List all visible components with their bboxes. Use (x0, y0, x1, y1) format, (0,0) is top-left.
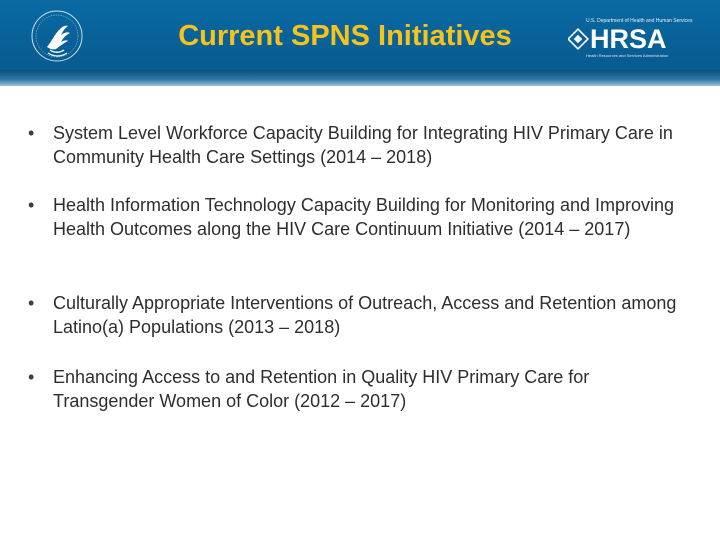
bullet-marker: • (28, 195, 35, 215)
bullet-text: Enhancing Access to and Retention in Quality HIV Primary Care for Transgender Women of Color (2012 – 2017) (53, 367, 590, 411)
bullet-text: Health Information Technology Capacity Building for Monitoring and Improving Health Outcomes along the HIV Care Continuum Initiative (2014 – 2017) (53, 195, 675, 239)
bullet-text: Culturally Appropriate Interventions of Outreach, Access and Retention among Latino(a) Populations (2013 – 2018) (53, 293, 677, 337)
bullet-marker: • (28, 123, 35, 143)
page-title: Current SPNS Initiatives (178, 20, 512, 52)
hrsa-wordmark: HRSA (590, 24, 667, 54)
bullet-text: System Level Workforce Capacity Building for Integrating HIV Primary Care in Community Health Care Settings (2014 – 2018) (53, 123, 673, 167)
hrsa-tagline-top: U.S. Department of Health and Human Services (586, 18, 693, 24)
bullet-marker: • (28, 367, 35, 387)
hrsa-tagline-bottom: Health Resources and Services Administration (586, 53, 669, 58)
bullet-marker: • (28, 293, 35, 313)
